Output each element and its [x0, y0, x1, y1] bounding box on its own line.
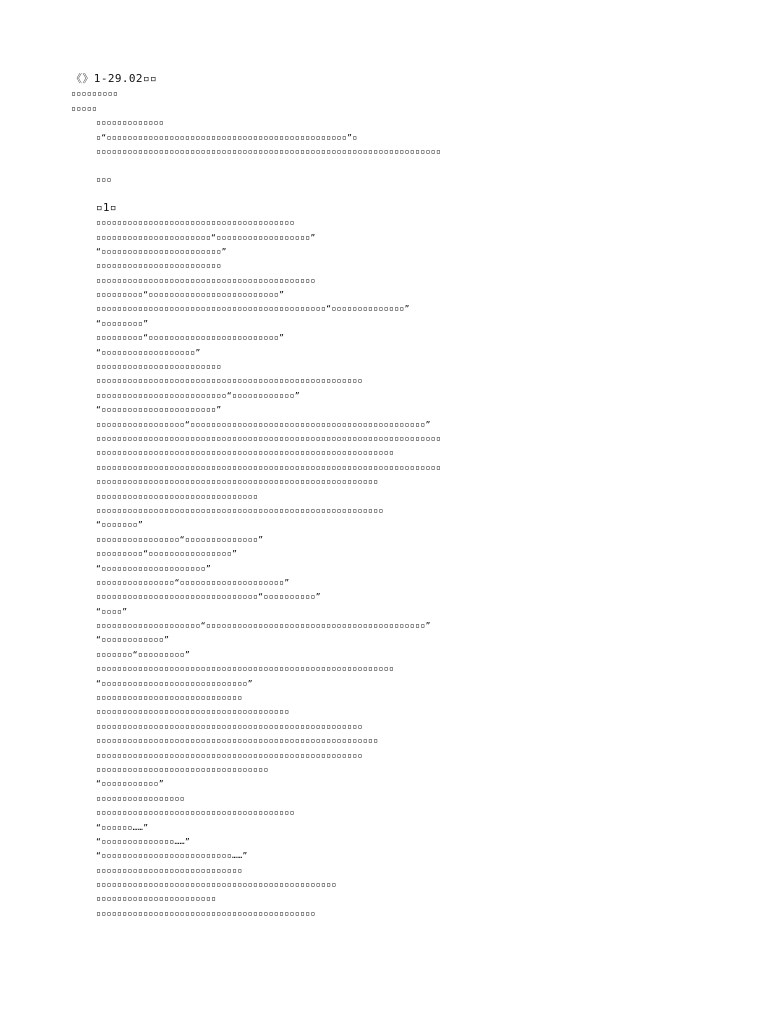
body-text [71, 215, 751, 920]
paragraph-line: ▫▫▫▫▫▫▫▫▫▫▫▫▫▫▫▫▫▫▫▫▫▫▫▫▫▫▫▫▫▫▫▫▫▫▫▫▫▫ [96, 807, 295, 818]
paragraph-line: ▫▫▫▫▫▫▫▫▫▫▫▫▫▫▫▫▫▫▫▫▫▫▫▫▫▫▫▫▫▫▫▫▫▫▫▫▫▫ [96, 217, 295, 228]
paragraph-line: ▫▫▫▫▫▫▫▫▫▫▫▫▫▫▫▫▫▫▫▫▫▫▫▫▫▫▫▫▫▫▫▫▫▫▫▫▫▫▫▫▫▫▫▫▫▫▫▫▫▫▫▫▫▫▫▫▫▫▫▫▫▫▫▫▫▫ [96, 432, 442, 443]
paragraph-line: “▫▫▫▫▫▫▫” [96, 519, 144, 530]
document-author: ▫▫▫▫▫ [71, 102, 98, 113]
paragraph-line: ▫▫▫▫▫▫▫▫▫▫▫▫▫▫▫▫▫▫▫▫▫▫▫▫▫▫▫▫▫▫▫▫▫ [96, 763, 269, 774]
paragraph-line: ▫▫▫▫▫▫▫▫▫▫▫▫▫▫▫▫▫▫▫▫▫▫▫ [96, 893, 217, 904]
document-subtitle: ▫▫▫▫▫▫▫▫▫ [71, 88, 119, 99]
paragraph-line: ▫▫▫▫▫▫▫▫▫“▫▫▫▫▫▫▫▫▫▫▫▫▫▫▫▫▫▫▫▫▫▫▫▫▫” [96, 289, 285, 300]
intro-line: ▫▫▫▫▫▫▫▫▫▫▫▫▫ [96, 117, 164, 128]
spacer [71, 187, 751, 201]
paragraph-line: ▫▫▫▫▫▫▫▫▫▫▫▫▫▫▫▫▫▫▫▫▫▫▫▫▫▫▫▫▫▫▫▫▫▫▫▫▫▫▫▫▫▫▫▫▫▫▫▫▫▫▫ [96, 720, 363, 731]
paragraph-line: “▫▫▫▫” [96, 605, 128, 616]
chapter-label: ▫1▫ [96, 200, 117, 214]
paragraph-line: ▫▫▫▫▫▫▫▫▫▫▫▫▫▫▫▫▫▫▫▫▫▫▫▫▫▫▫▫▫▫▫▫▫▫▫▫▫▫▫▫▫▫▫▫▫▫▫▫▫▫▫ [96, 375, 363, 386]
paragraph-line: ▫▫▫▫▫▫▫▫▫▫▫▫▫▫▫▫▫▫▫▫▫▫▫▫▫▫▫▫▫▫▫“▫▫▫▫▫▫▫▫▫▫” [96, 591, 321, 602]
section-heading: ▫▫▫ [96, 174, 112, 185]
paragraph-line: ▫▫▫▫▫▫▫▫▫▫▫▫▫▫▫▫▫▫▫▫▫▫▫▫▫“▫▫▫▫▫▫▫▫▫▫▫▫” [96, 389, 300, 400]
paragraph-line: ▫▫▫▫▫▫▫▫▫▫▫▫▫▫▫▫▫▫▫▫▫▫▫▫▫▫▫▫▫▫▫▫▫▫▫▫▫ [96, 706, 290, 717]
paragraph-line: ▫▫▫▫▫▫▫▫▫▫▫▫▫▫▫▫▫▫▫▫▫▫▫▫▫▫▫▫▫▫▫▫▫▫▫▫▫▫▫▫▫▫▫▫▫▫▫▫▫▫▫▫▫▫▫▫▫ [96, 447, 395, 458]
paragraph-line: ▫▫▫▫▫▫▫▫▫▫▫▫▫▫▫▫▫▫▫▫▫▫▫▫▫▫▫▫▫▫▫▫▫▫▫▫▫▫▫▫▫▫▫▫▫▫ [96, 879, 337, 890]
document-page [71, 72, 751, 920]
paragraph-line: ▫▫▫▫▫▫▫“▫▫▫▫▫▫▫▫▫” [96, 648, 191, 659]
paragraph-line: ▫▫▫▫▫▫▫▫▫▫▫▫▫▫▫▫▫▫▫▫▫▫▫▫▫▫▫▫▫▫▫▫▫▫▫▫▫▫▫▫▫▫▫▫“▫▫▫▫▫▫▫▫▫▫▫▫▫▫” [96, 303, 410, 314]
paragraph-line: ▫▫▫▫▫▫▫▫▫“▫▫▫▫▫▫▫▫▫▫▫▫▫▫▫▫▫▫▫▫▫▫▫▫▫” [96, 332, 285, 343]
paragraph-line: ▫▫▫▫▫▫▫▫▫▫▫▫▫▫▫“▫▫▫▫▫▫▫▫▫▫▫▫▫▫▫▫▫▫▫▫” [96, 576, 290, 587]
intro-line: ▫▫▫▫▫▫▫▫▫▫▫▫▫▫▫▫▫▫▫▫▫▫▫▫▫▫▫▫▫▫▫▫▫▫▫▫▫▫▫▫▫▫▫▫▫▫▫▫▫▫▫▫▫▫▫▫▫▫▫▫▫▫▫▫▫▫ [96, 145, 442, 156]
spacer [71, 158, 751, 172]
paragraph-line: “▫▫▫▫▫▫▫▫▫▫▫▫▫▫▫▫▫▫▫▫▫▫” [96, 404, 222, 415]
paragraph-line: “▫▫▫▫▫▫▫▫▫▫▫▫▫▫▫▫▫▫▫▫▫▫▫▫▫……” [96, 850, 248, 861]
paragraph-line: ▫▫▫▫▫▫▫▫▫▫▫▫▫▫▫▫▫▫▫▫▫▫▫▫▫▫▫▫▫▫▫▫▫▫▫▫▫▫▫▫▫▫▫▫▫▫▫▫▫▫▫▫▫▫▫ [96, 504, 384, 515]
paragraph-line: “▫▫▫▫▫▫▫▫▫▫▫” [96, 778, 164, 789]
paragraph-line: “▫▫▫▫▫▫▫▫▫▫▫▫▫▫▫▫▫▫” [96, 346, 201, 357]
paragraph-line: ▫▫▫▫▫▫▫▫▫“▫▫▫▫▫▫▫▫▫▫▫▫▫▫▫▫” [96, 548, 238, 559]
paragraph-line: ▫▫▫▫▫▫▫▫▫▫▫▫▫▫▫▫▫▫▫▫▫▫▫▫▫▫▫▫▫▫▫▫▫▫▫▫▫▫▫▫▫▫ [96, 907, 316, 918]
paragraph-line: “▫▫▫▫▫▫▫▫” [96, 317, 149, 328]
paragraph-line: “▫▫▫▫▫▫▫▫▫▫▫▫▫▫▫▫▫▫▫▫” [96, 562, 212, 573]
paragraph-line: ▫▫▫▫▫▫▫▫▫▫▫▫▫▫▫▫▫▫▫▫▫▫▫▫▫▫▫▫▫▫▫▫▫▫▫▫▫▫▫▫▫▫ [96, 274, 316, 285]
paragraph-line: ▫▫▫▫▫▫▫▫▫▫▫▫▫▫▫▫▫▫▫▫▫▫▫▫▫▫▫▫ [96, 864, 243, 875]
paragraph-line: ▫▫▫▫▫▫▫▫▫▫▫▫▫▫▫▫▫▫▫▫▫▫▫▫ [96, 260, 222, 271]
paragraph-line: “▫▫▫▫▫▫▫▫▫▫▫▫” [96, 634, 170, 645]
paragraph-line: ▫▫▫▫▫▫▫▫▫▫▫▫▫▫▫▫“▫▫▫▫▫▫▫▫▫▫▫▫▫▫” [96, 533, 264, 544]
paragraph-line: ▫▫▫▫▫▫▫▫▫▫▫▫▫▫▫▫▫▫▫▫▫▫▫▫▫▫▫▫▫▫▫▫▫▫▫▫▫▫▫▫▫▫▫▫▫▫▫▫▫▫▫▫▫▫▫▫▫▫▫▫▫▫▫▫▫▫ [96, 461, 442, 472]
intro-line: ▫“▫▫▫▫▫▫▫▫▫▫▫▫▫▫▫▫▫▫▫▫▫▫▫▫▫▫▫▫▫▫▫▫▫▫▫▫▫▫▫▫▫▫▫▫▫▫”▫ [96, 131, 358, 142]
paragraph-line: ▫▫▫▫▫▫▫▫▫▫▫▫▫▫▫▫▫▫▫▫▫▫▫▫▫▫▫▫▫▫▫▫▫▫▫▫▫▫▫▫▫▫▫▫▫▫▫▫▫▫▫▫▫▫▫▫▫ [96, 663, 395, 674]
paragraph-line: ▫▫▫▫▫▫▫▫▫▫▫▫▫▫▫▫▫▫▫▫“▫▫▫▫▫▫▫▫▫▫▫▫▫▫▫▫▫▫▫▫▫▫▫▫▫▫▫▫▫▫▫▫▫▫▫▫▫▫▫▫▫▫” [96, 620, 431, 631]
paragraph-line: ▫▫▫▫▫▫▫▫▫▫▫▫▫▫▫▫▫▫▫▫▫▫▫▫▫▫▫▫▫▫▫▫▫▫▫▫▫▫▫▫▫▫▫▫▫▫▫▫▫▫▫▫▫▫ [96, 476, 379, 487]
paragraph-line: “▫▫▫▫▫▫……” [96, 821, 149, 832]
paragraph-line: ▫▫▫▫▫▫▫▫▫▫▫▫▫▫▫▫▫▫▫▫▫▫▫▫▫▫▫▫ [96, 692, 243, 703]
paragraph-line: ▫▫▫▫▫▫▫▫▫▫▫▫▫▫▫▫▫▫▫▫▫▫▫▫ [96, 361, 222, 372]
paragraph-line: ▫▫▫▫▫▫▫▫▫▫▫▫▫▫▫▫▫▫▫▫▫▫“▫▫▫▫▫▫▫▫▫▫▫▫▫▫▫▫▫▫” [96, 231, 316, 242]
paragraph-line: ▫▫▫▫▫▫▫▫▫▫▫▫▫▫▫▫▫ [96, 792, 185, 803]
paragraph-line: ▫▫▫▫▫▫▫▫▫▫▫▫▫▫▫▫▫“▫▫▫▫▫▫▫▫▫▫▫▫▫▫▫▫▫▫▫▫▫▫▫▫▫▫▫▫▫▫▫▫▫▫▫▫▫▫▫▫▫▫▫▫▫” [96, 418, 431, 429]
paragraph-line: ▫▫▫▫▫▫▫▫▫▫▫▫▫▫▫▫▫▫▫▫▫▫▫▫▫▫▫▫▫▫▫▫▫▫▫▫▫▫▫▫▫▫▫▫▫▫▫▫▫▫▫▫▫▫ [96, 735, 379, 746]
paragraph-line: “▫▫▫▫▫▫▫▫▫▫▫▫▫▫▫▫▫▫▫▫▫▫▫▫▫▫▫▫” [96, 677, 253, 688]
document-title: 《》1-29.02▫▫ [71, 72, 158, 85]
paragraph-line: ▫▫▫▫▫▫▫▫▫▫▫▫▫▫▫▫▫▫▫▫▫▫▫▫▫▫▫▫▫▫▫ [96, 490, 259, 501]
paragraph-line: ▫▫▫▫▫▫▫▫▫▫▫▫▫▫▫▫▫▫▫▫▫▫▫▫▫▫▫▫▫▫▫▫▫▫▫▫▫▫▫▫▫▫▫▫▫▫▫▫▫▫▫ [96, 749, 363, 760]
paragraph-line: “▫▫▫▫▫▫▫▫▫▫▫▫▫▫▫▫▫▫▫▫▫▫▫” [96, 245, 227, 256]
paragraph-line: “▫▫▫▫▫▫▫▫▫▫▫▫▫▫……” [96, 835, 191, 846]
